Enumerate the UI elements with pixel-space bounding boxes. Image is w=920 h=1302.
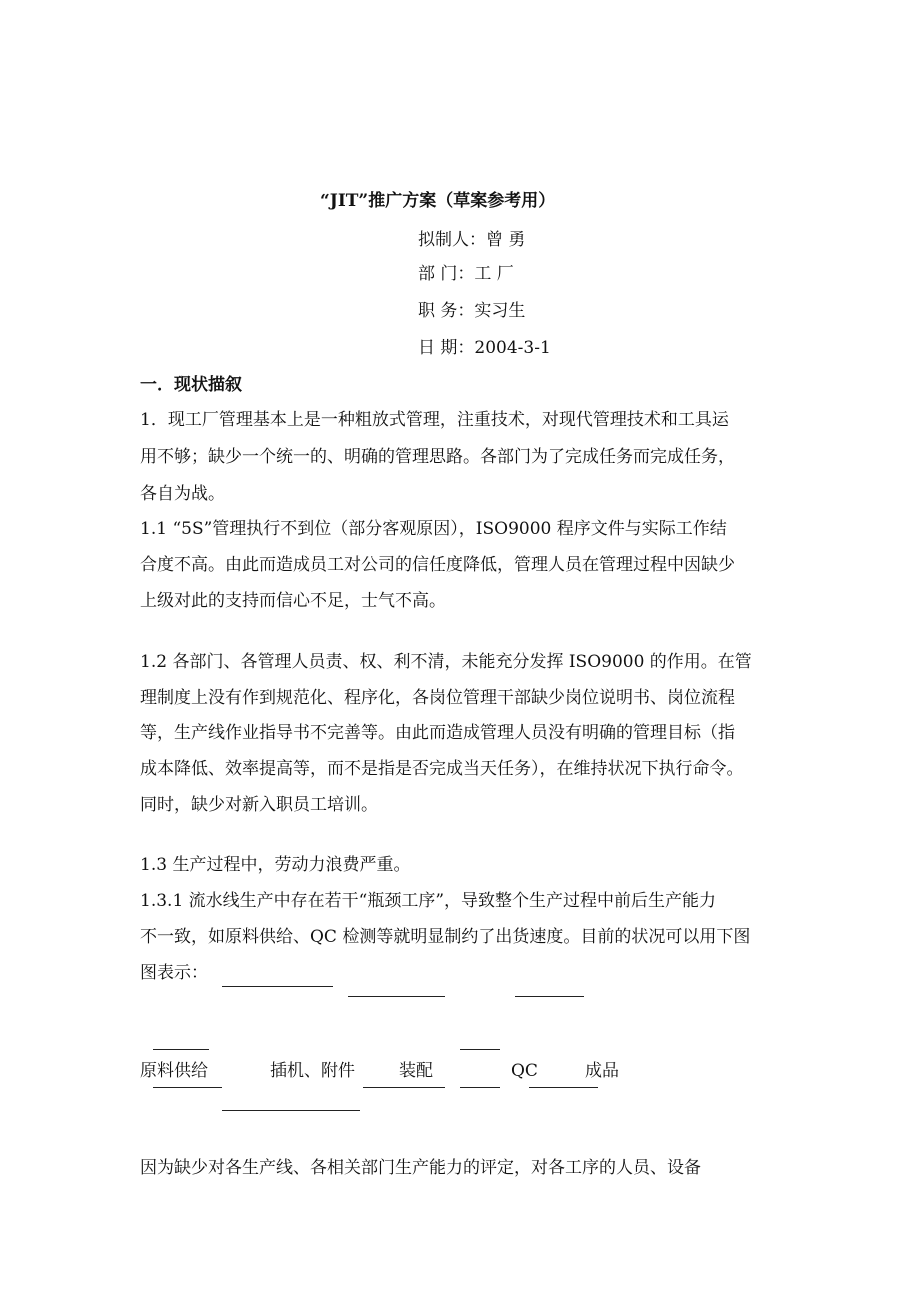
paragraph-line: 理制度上没有作到规范化、程序化，各岗位管理干部缺少岗位说明书、岗位流程 [140,688,735,708]
paragraph-line: 1.1 “5S”管理执行不到位（部分客观原因），ISO9000 程序文件与实际工作结 [140,519,727,539]
paragraph-line: 上级对此的支持而信心不足，士气不高。 [140,591,446,611]
paragraph-line: 1.3 生产过程中，劳动力浪费严重。 [140,855,411,875]
paragraph-line: 等，生产线作业指导书不完善等。由此而造成管理人员没有明确的管理目标（指 [140,723,735,743]
meta-department: 部 门：工 厂 [418,264,514,284]
meta-position: 职 务：实习生 [418,301,526,321]
flow-line [222,986,333,987]
paragraph-line: 用不够；缺少一个统一的、明确的管理思路。各部门为了完成任务而完成任务， [140,447,735,467]
meta-drafter: 拟制人：曾 勇 [418,230,526,250]
flow-line [153,1087,222,1088]
flow-step-finished-product: 成品 [585,1061,619,1081]
flow-line [222,1110,360,1111]
paragraph-line: 同时，缺少对新入职员工培训。 [140,795,378,815]
flow-step-qc: QC [511,1061,538,1081]
paragraph-line: 1.3.1 流水线生产中存在若干“瓶颈工序”，导致整个生产过程中前后生产能力 [140,891,717,911]
flow-line [153,1049,209,1050]
paragraph-line: 各自为战。 [140,484,225,504]
flow-line [460,1087,500,1088]
paragraph-line: 不一致，如原料供给、QC 检测等就明显制约了出货速度。目前的状况可以用下图 [140,927,751,947]
paragraph-line: 图表示： [140,963,208,983]
flow-line [460,1049,500,1050]
flow-line [363,1087,445,1088]
paragraph-line: 合度不高。由此而造成员工对公司的信任度降低，管理人员在管理过程中因缺少 [140,555,735,575]
flow-step-insertion: 插机、附件 [270,1061,355,1081]
paragraph-line: 1．现工厂管理基本上是一种粗放式管理，注重技术，对现代管理技术和工具运 [140,410,729,430]
paragraph-line: 成本降低、效率提高等，而不是指是否完成当天任务），在维持状况下执行命令。 [140,759,744,779]
section-title: 一．现状描叙 [140,375,242,395]
flow-line [515,996,584,997]
flow-line [529,1087,598,1088]
flow-step-assembly: 装配 [399,1061,433,1081]
document-title: “JIT”推广方案（草案参考用） [320,191,556,211]
flow-step-raw-materials: 原料供给 [140,1061,208,1081]
meta-date: 日 期：2004-3-1 [418,338,551,358]
paragraph-line: 因为缺少对各生产线、各相关部门生产能力的评定，对各工序的人员、设备 [140,1158,701,1178]
paragraph-line: 1.2 各部门、各管理人员责、权、利不清，未能充分发挥 ISO9000 的作用。在管 [140,652,752,672]
flow-line [348,996,445,997]
